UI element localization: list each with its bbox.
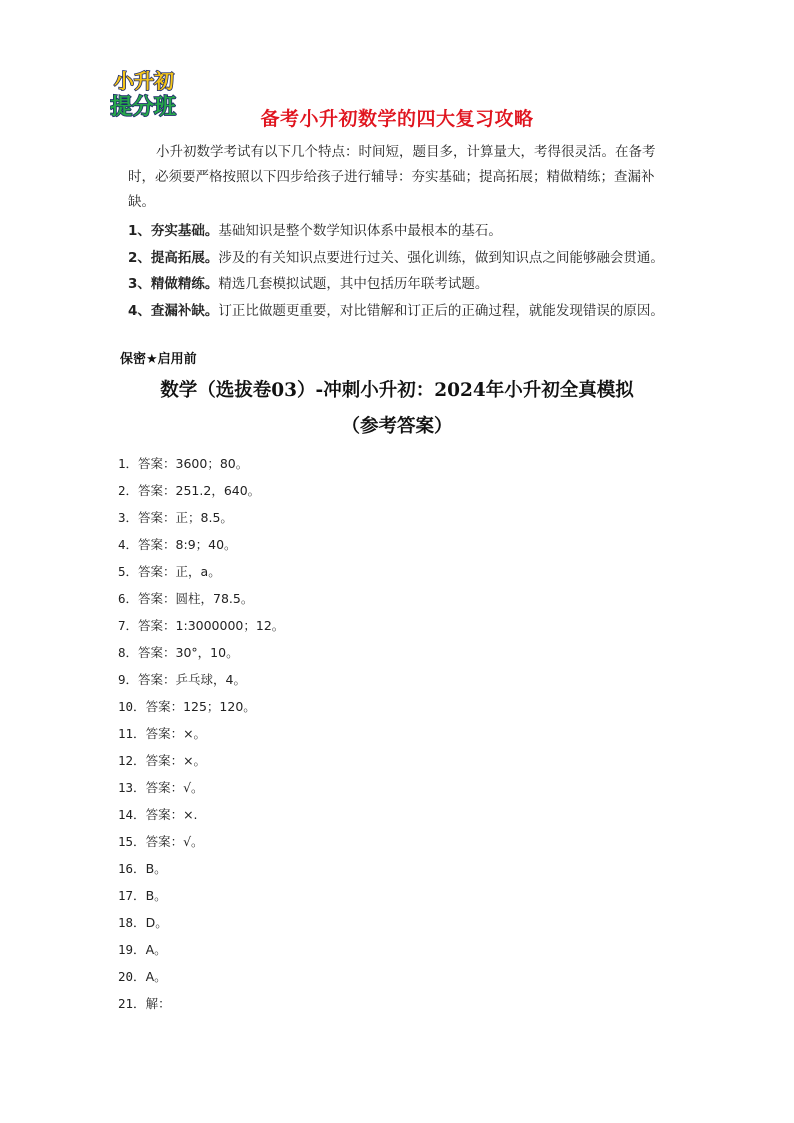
answer-text: 答案：√。: [145, 834, 204, 849]
answer-number: 1．: [118, 456, 139, 471]
tip-heading: 1、夯实基础。: [128, 223, 219, 239]
answer-text: 答案：1:3000000；12。: [138, 618, 285, 633]
answer-number: 5．: [118, 564, 139, 579]
answer-text: 答案：√。: [145, 780, 204, 795]
answer-item: [118, 882, 284, 909]
answer-number: 13．: [118, 780, 146, 795]
answer-text: 答案：8:9；40。: [138, 537, 237, 552]
answer-text: B。: [145, 888, 167, 903]
answer-item: [118, 666, 284, 693]
tip-body: 基础知识是整个数学知识体系中最根本的基石。: [218, 223, 502, 239]
tip-item: [128, 298, 688, 325]
answer-text: 解：: [145, 996, 171, 1011]
answer-text: D。: [145, 915, 168, 930]
answer-number: 16．: [118, 861, 146, 876]
answer-item: [118, 747, 284, 774]
answer-item: [118, 990, 284, 1017]
answer-text: A。: [145, 942, 167, 957]
answer-text: 答案：×。: [145, 753, 207, 768]
tips-list: [128, 218, 688, 324]
tip-item: [128, 245, 688, 272]
tip-item: [128, 218, 688, 245]
tip-body: 涉及的有关知识点要进行过关、强化训练，做到知识点之间能够融会贯通。: [218, 249, 664, 266]
answer-number: 6．: [118, 591, 139, 606]
promo-intro: 小升初数学考试有以下几个特点：时间短，题目多，计算量大，考得很灵活。在备考时，必须要严格按照以下四步给孩子进行辅导：夯实基础；提高拓展；精做精练；查漏补缺。: [128, 144, 656, 210]
answer-text: A。: [145, 969, 167, 984]
tip-heading: 2、提高拓展。: [128, 249, 219, 266]
answer-item: [118, 450, 284, 477]
answer-number: 18．: [118, 915, 146, 930]
answer-text: B。: [145, 861, 167, 876]
answer-text: 答案：251.2，640。: [138, 483, 261, 498]
answer-item: [118, 936, 284, 963]
page-subtitle: （参考答案）: [341, 416, 453, 437]
tip-body: 订正比做题更重要，对比错解和订正后的正确过程，就能发现错误的原因。: [218, 302, 664, 319]
promo-title: 备考小升初数学的四大复习攻略: [260, 108, 534, 130]
logo-line2: 提分班: [110, 95, 177, 120]
answer-item: [118, 693, 284, 720]
answer-number: 7．: [118, 618, 139, 633]
answer-number: 11．: [118, 726, 146, 741]
answer-text: 答案：乒乓球，4。: [138, 672, 246, 687]
answer-item: [118, 801, 284, 828]
answer-text: 答案：正，a。: [138, 564, 221, 579]
answer-number: 12．: [118, 753, 146, 768]
tip-body: 精选几套模拟试题，其中包括历年联考试题。: [218, 276, 489, 292]
answer-text: 答案：3600；80。: [138, 456, 249, 471]
answer-item: [118, 855, 284, 882]
answer-item: [118, 828, 284, 855]
answer-text: 答案：正；8.5。: [138, 510, 233, 525]
answer-item: [118, 477, 284, 504]
answer-number: 10．: [118, 699, 146, 714]
answer-number: 20．: [118, 969, 146, 984]
answer-number: 17．: [118, 888, 146, 903]
answer-number: 2．: [118, 483, 139, 498]
answer-number: 14．: [118, 807, 146, 822]
logo-line1: 小升初: [114, 69, 174, 93]
answer-list: [118, 450, 284, 1017]
answer-text: 答案：×.: [145, 807, 198, 822]
answer-item: [118, 531, 284, 558]
answer-number: 8．: [118, 645, 139, 660]
answer-text: 答案：30°，10。: [138, 645, 239, 660]
answer-item: [118, 558, 284, 585]
answer-item: [118, 639, 284, 666]
answer-number: 15．: [118, 834, 146, 849]
confidential-label: 保密★启用前: [120, 352, 197, 367]
tip-heading: 4、查漏补缺。: [128, 302, 219, 319]
answer-number: 19．: [118, 942, 146, 957]
page-title: 数学（选拔卷03）-冲刺小升初：2024年小升初全真模拟: [160, 380, 634, 401]
answer-item: [118, 612, 284, 639]
tip-heading: 3、精做精练。: [128, 276, 219, 292]
answer-text: 答案：125；120。: [145, 699, 256, 714]
answer-item: [118, 504, 284, 531]
answer-number: 4．: [118, 537, 139, 552]
tip-item: [128, 271, 688, 298]
answer-item: [118, 963, 284, 990]
answer-number: 21．: [118, 996, 146, 1011]
answer-number: 3．: [118, 510, 139, 525]
answer-item: [118, 720, 284, 747]
answer-item: [118, 774, 284, 801]
answer-text: 答案：×。: [145, 726, 207, 741]
answer-text: 答案：圆柱，78.5。: [138, 591, 254, 606]
answer-item: [118, 585, 284, 612]
answer-number: 9．: [118, 672, 139, 687]
answer-item: [118, 909, 284, 936]
